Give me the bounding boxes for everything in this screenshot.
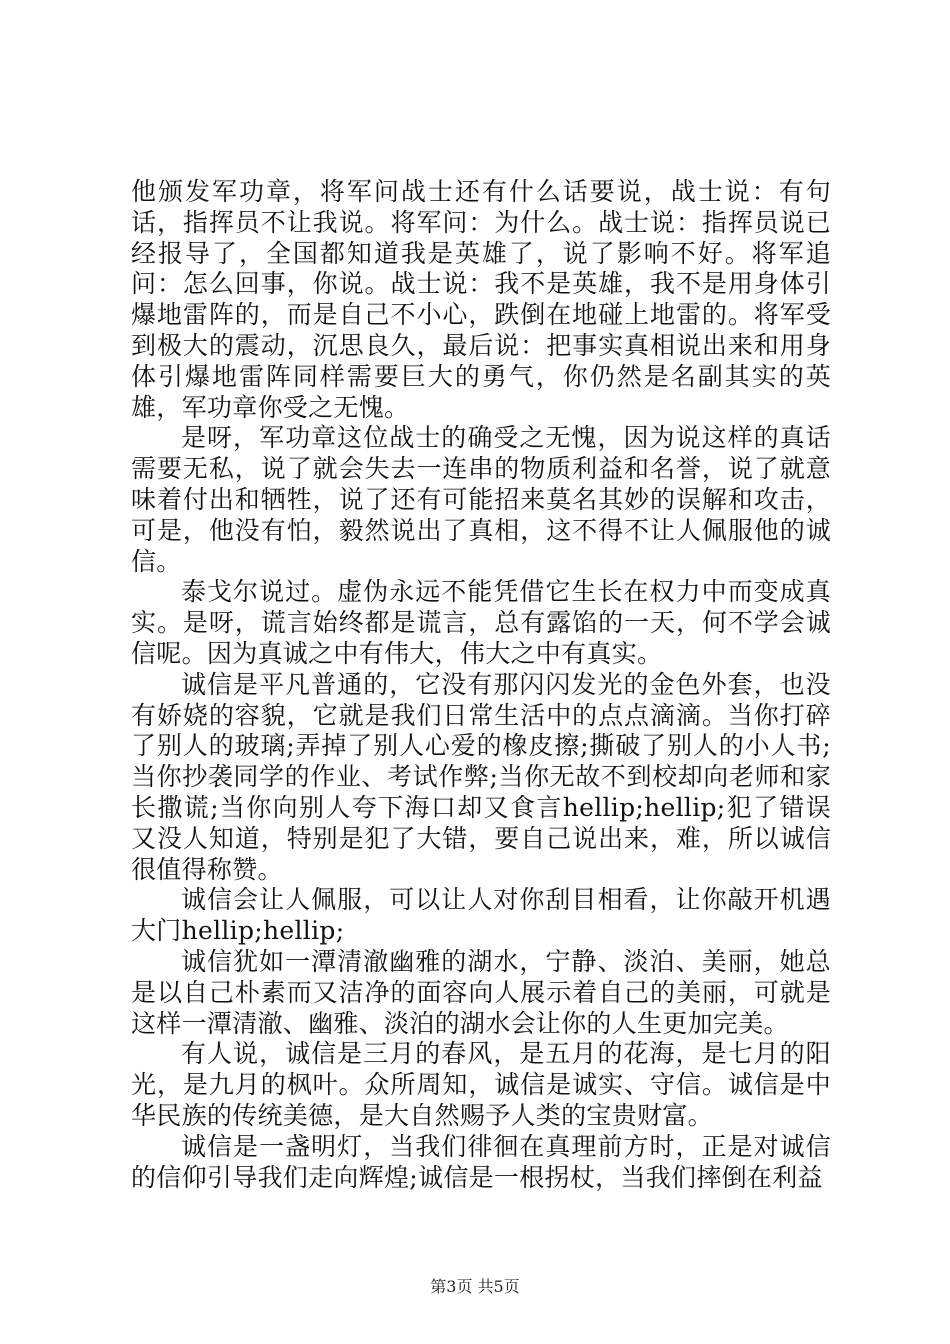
page-footer: 第3页 共5页	[430, 1277, 520, 1296]
paragraph-8: 诚信是一盏明灯，当我们徘徊在真理前方时，正是对诚信的信仰引导我们走向辉煌;诚信是一根拐杖，当我们摔倒在利益	[131, 1131, 831, 1192]
paragraph-6: 诚信犹如一潭清澈幽雅的湖水，宁静、淡泊、美丽，她总是以自己朴素而又洁净的面容向人展示着自己的美丽，可就是这样一潭清澈、幽雅、淡泊的湖水会让你的人生更加完美。	[131, 946, 831, 1038]
paragraph-3: 泰戈尔说过。虚伪永远不能凭借它生长在权力中而变成真实。是呀，谎言始终都是谎言，总有露馅的一天，何不学会诚信呢。因为真诚之中有伟大，伟大之中有真实。	[131, 577, 831, 668]
paragraph-1: 他颁发军功章，将军问战士还有什么话要说，战士说：有句话，指挥员不让我说。将军问：为什么。战士说：指挥员说已经报导了，全国都知道我是英雄了，说了影响不好。将军追问：怎么回事，你说。战士说：我不是英雄，我不是用身体引爆地雷阵的，而是自己不小心，跌倒在地碰上地雷的。将军受到极大的震动，沉思良久，最后说：把事实真相说出来和用身体引爆地雷阵同样需要巨大的勇气，你仍然是名副其实的英雄，军功章你受之无愧。	[131, 177, 831, 422]
paragraph-5: 诚信会让人佩服，可以让人对你刮目相看，让你敲开机遇大门hellip;hellip;	[131, 885, 831, 946]
body-text	[131, 177, 831, 1193]
paragraph-2: 是呀，军功章这位战士的确受之无愧，因为说这样的真话需要无私，说了就会失去一连串的物质利益和名誉，说了就意味着付出和牺牲，说了还有可能招来莫名其妙的误解和攻击，可是，他没有怕，毅然说出了真相，这不得不让人佩服他的诚信。	[131, 423, 831, 576]
paragraph-7: 有人说，诚信是三月的春风，是五月的花海，是七月的阳光，是九月的枫叶。众所周知，诚信是诚实、守信。诚信是中华民族的传统美德，是大自然赐予人类的宝贵财富。	[131, 1039, 831, 1130]
paragraph-4: 诚信是平凡普通的，它没有那闪闪发光的金色外套，也没有娇娆的容貌，它就是我们日常生活中的点点滴滴。当你打碎了别人的玻璃;弄掉了别人心爱的橡皮擦;撕破了别人的小人书;当你抄袭同学的作业、考试作弊;当你无故不到校却向老师和家长撒谎;当你向别人夸下海口却又食言hellip;hellip;犯了错误又没人知道，特别是犯了大错，要自己说出来，难，所以诚信很值得称赞。	[131, 669, 831, 884]
